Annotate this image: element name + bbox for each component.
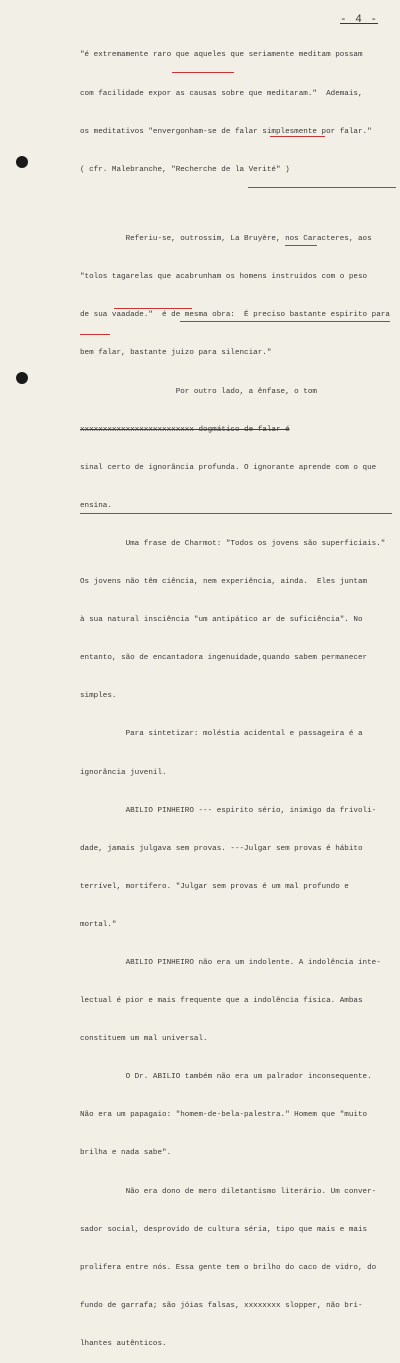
text-line: ( cfr. Malebranche, "Recherche de la Verité" ) xyxy=(80,165,290,174)
page-number: - 4 - xyxy=(340,14,379,26)
text-line: prolifera entre nós. Essa gente tem o brilho do caco de vidro, do xyxy=(80,1263,377,1272)
text-line: de sua vaadade." é de mesma obra: É preciso bastante espirito para xyxy=(80,311,390,320)
text-line: lectual é pior e mais frequente que a indolência física. Ambas xyxy=(80,997,363,1006)
text-line: "é extremamente raro que aqueles que seriamente meditam possam xyxy=(80,51,363,60)
text-line: os meditativos "envergonham-se de falar simplesmente por falar." xyxy=(80,127,372,136)
text-line: com facilidade expor as causas sobre que meditaram." Ademais, xyxy=(80,89,363,98)
text-line: ensina. xyxy=(80,501,112,510)
red-underline xyxy=(270,136,325,137)
red-underline xyxy=(248,187,396,188)
punch-hole-top xyxy=(16,156,28,168)
text-line: Para sintetizar: moléstia acidental e passageira é a xyxy=(80,730,363,739)
text-line: terrível, mortífero. "Julgar sem provas é um mal profundo e xyxy=(80,882,349,891)
text-line: sador social, desprovido de cultura séria, tipo que mais e mais xyxy=(80,1225,368,1234)
text-line: lhantes autênticos. xyxy=(80,1339,167,1348)
red-underline xyxy=(172,72,234,73)
typed-body-text xyxy=(80,24,396,1363)
text-line: bem falar, bastante juizo para silenciar." xyxy=(80,349,272,358)
red-underline xyxy=(180,321,390,322)
text-line: dade, jamais julgava sem provas. ---Julgar sem provas é hábito xyxy=(80,844,363,853)
text-line: Não era um papagaio: "homem-de-bela-palestra." Homem que "muito xyxy=(80,1111,368,1120)
red-rule-end xyxy=(80,513,392,514)
text-line: constituem um mal universal. xyxy=(80,1035,208,1044)
text-line: Referiu-se, outrossim, La Bruyère, nos Caracteres, aos xyxy=(80,235,372,244)
struck-text-line: xxxxxxxxxxxxxxxxxxxxxxxxx dogmático de falar é xyxy=(80,425,290,434)
text-line: Os jovens não têm ciência, nem experiência, ainda. Eles juntam xyxy=(80,578,368,587)
text-line: sinal certo de ignorância profunda. O ignorante aprende com o que xyxy=(80,463,377,472)
text-line: simples. xyxy=(80,692,117,701)
punch-hole-bottom xyxy=(16,372,28,384)
text-line: ABILIO PINHEIRO não era um indolente. A indolência inte- xyxy=(80,958,381,967)
text-line: ignorância juvenil. xyxy=(80,768,167,777)
text-line: Não era dono de mero diletantismo literário. Um conver- xyxy=(80,1187,377,1196)
red-underline xyxy=(285,245,317,246)
text-line: "tolos tagarelas que acabrunham os homens instruidos com o peso xyxy=(80,273,368,282)
text-line: entanto, são de encantadora ingenuidade,quando sabem permanecer xyxy=(80,654,368,663)
text-line: Por outro lado, a ênfase, o tom xyxy=(80,387,317,396)
red-underline xyxy=(114,308,192,309)
text-line: Uma frase de Charmot: "Todos os jovens são superficiais." xyxy=(80,539,386,548)
text-line: ABILIO PINHEIRO --- espirito sério, inimigo da frivoli- xyxy=(80,806,377,815)
text-line: à sua natural insciência "um antipático ar de suficiência". No xyxy=(80,616,363,625)
text-line: O Dr. ABILIO também não era um palrador inconsequente. xyxy=(80,1073,372,1082)
text-line: mortal." xyxy=(80,920,117,929)
red-underline xyxy=(80,334,110,335)
text-line: fundo de garrafa; são jóias falsas, xxxxxxxx slopper, não bri- xyxy=(80,1301,363,1310)
text-line: brilha e nada sabe". xyxy=(80,1149,172,1158)
